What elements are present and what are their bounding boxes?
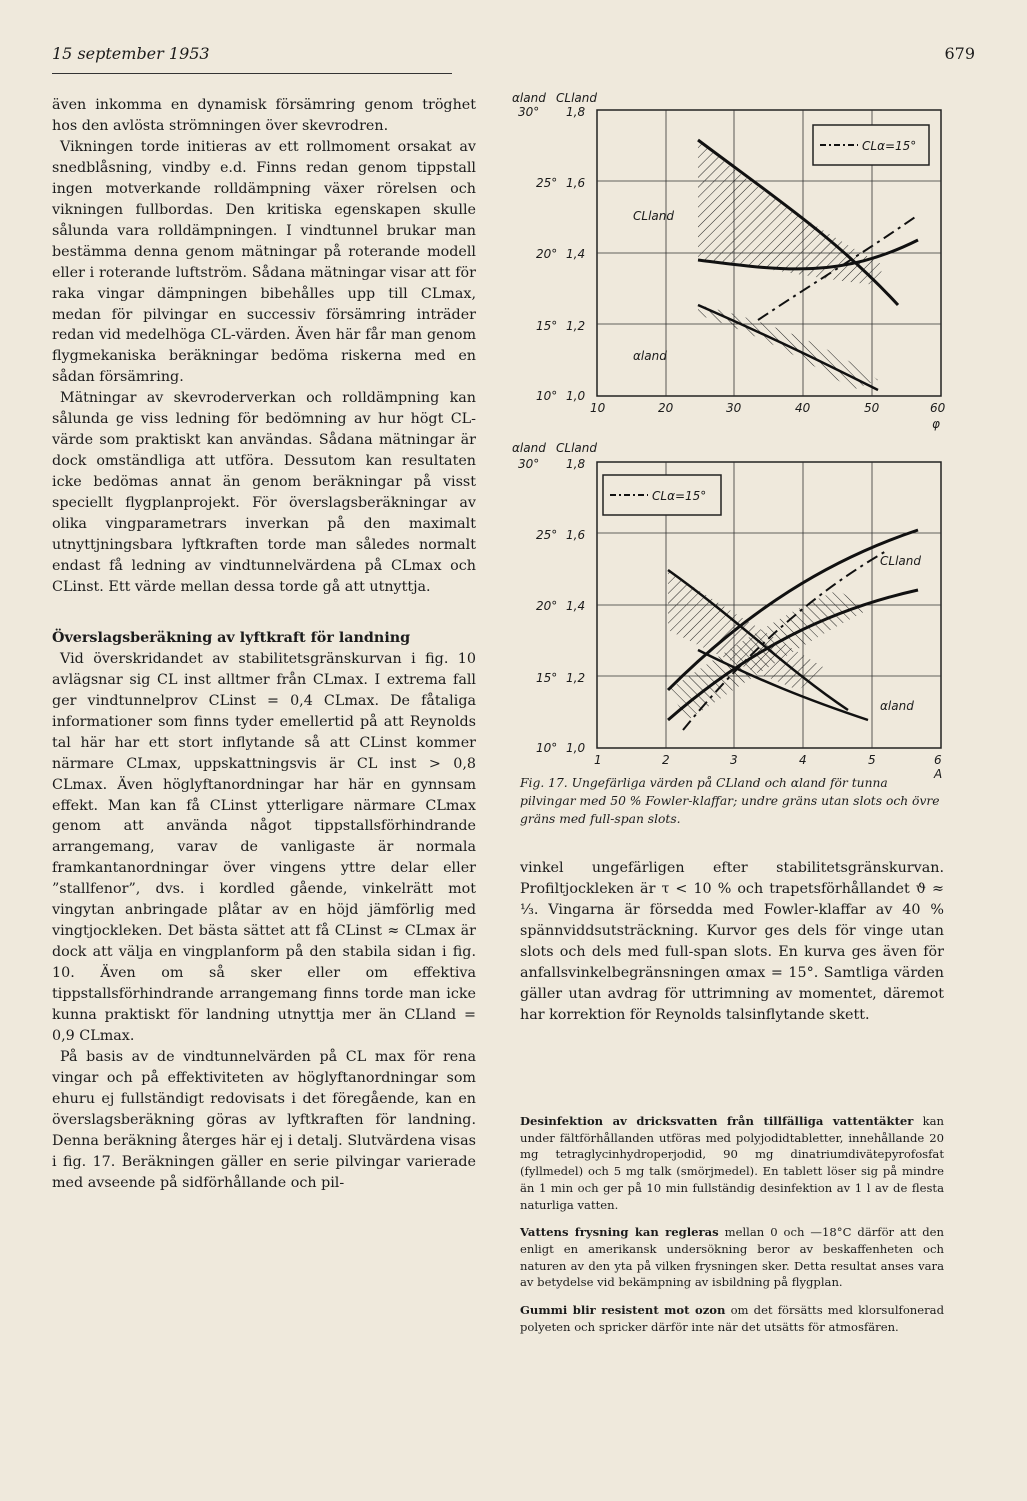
note-lead: Vattens frysning kan regleras — [520, 1225, 719, 1240]
note-item — [520, 1113, 944, 1213]
left-column — [52, 95, 476, 1194]
paragraph: På basis av de vindtunnelvärden på CL max för rena vingar och på effektiviteten av höglyftanordningar som ehuru ej fullständigt redovisats i det föregående, kan en överslagsberäkning göras av lyftkraften för landning. Denna beräkning återges här ej i detalj. Slutvärdena visas i fig. 17. Beräkningen gäller en serie pilvingar varierade med avseende på sidförhållande och pil- — [52, 1048, 476, 1191]
y-tick: 1,8 — [566, 457, 586, 471]
x-tick: 50 — [864, 401, 880, 415]
header-rule — [52, 73, 452, 74]
y-tick: 1,2 — [566, 319, 586, 333]
note-text: mellan 0 och —18°C därför att den enligt en amerikansk undersökning beror av beskaffenheten och naturen av den yta på vilken frysningen sker. Detta resultat anses vara av betydelse vid bekämpning av isbildning på flygplan. — [520, 1225, 944, 1290]
x-tick: 20 — [658, 401, 674, 415]
curve-label-cl: CLland — [633, 209, 674, 223]
section-heading: Överslagsberäkning av lyftkraft för landning — [52, 629, 411, 646]
y-tick: 20° — [536, 599, 558, 613]
y-tick: 30° — [518, 457, 540, 471]
x-label: A — [934, 767, 943, 780]
y-tick: 1,2 — [566, 671, 586, 685]
paragraph: Vid överskridandet av stabilitetsgränskurvan i fig. 10 avlägsnar sig CL inst alltmer från CLmax. I extrema fall ger vindtunnelprov CLinst = 0,4 CLmax. De fåtaliga informationer som finns tyder emellertid på att Reynolds tal här har ett stort inflytande så att CLinst kommer närmare CLmax, uppskattningsvis är CL inst > 0,8 CLmax. Även höglyftanordningar har här en gynnsam effekt. Man kan få CLinst ytterligare närmare CLmax genom att använda något tippstallsförhindrande arrangemang, varav de vanligaste är normala framkantanordningar över vingens yttre delar eller ”stallfenor”, dvs. i kordled gående, vinkelrätt mot vingytan anbringade plåtar av en höjd jämförlig med vingtjockleken. Det bästa sättet att få CLinst ≈ CLmax är dock att välja en vingplanform på den stabila sidan i fig. 10. Även om så sker eller om effektiva tippstallsförhindrande arrangemang finns torde man icke kunna praktiskt för landning utnyttja mer än CLland = 0,9 CLmax. — [52, 650, 476, 1044]
y-tick: 1,8 — [566, 105, 586, 119]
x-tick: 4 — [799, 753, 807, 767]
note-text: om det försätts med klorsulfonerad polyeten och spricker därför inte när det utsätts för atmosfären. — [520, 1303, 945, 1334]
y-tick: 30° — [518, 105, 540, 119]
x-label: φ — [932, 417, 940, 431]
y-label-left: αland — [512, 91, 546, 105]
note-text: kan under fältförhållanden utföras med polyjodidtabletter, innehållande 20 mg tetraglycinhydroperjodid, 90 mg dinatriumdivätepyrofosfat (fyllmedel) och 5 mg talk (smörjmedel). En tablett löser sig på mindre än 1 min och ger på 10 min fullständig desinfektion av 1 l av de flesta naturliga vatten. — [520, 1114, 944, 1212]
note-item — [520, 1224, 944, 1291]
paragraph: Mätningar av skevroderverkan och rolldämpning kan sålunda ge viss ledning för bedömning av hur högt CL-värde som praktiskt kan användas. Sådana mätningar är dock omständliga att utföra. Dessutom kan resultaten icke bedömas annat än genom beräkningar på visst speciellt flygplanprojekt. För överslagsberäkningar av olika vingparametrars inverkan på den maximalt utnyttjningsbara lyftkraften torde man således normalt endast få ledning av vindtunnelvärdena på CLmax och CLinst. Ett värde mellan dessa torde gå att utnyttja. — [52, 390, 476, 595]
x-tick: 6 — [934, 753, 942, 767]
figure-caption: Fig. 17. Ungefärliga värden på CLland och αland för tunna pilvingar med 50 % Fowler-klaffar; undre gräns utan slots och övre gräns med full-span slots. — [520, 776, 940, 826]
y-ticks-left — [518, 105, 557, 403]
y-tick: 1,6 — [566, 528, 586, 542]
y-label-left: αland — [512, 441, 546, 455]
legend-label: CLα=15° — [652, 489, 707, 503]
page-number: 679 — [944, 44, 975, 63]
issue-date: 15 september 1953 — [52, 44, 210, 63]
y-tick: 15° — [536, 671, 558, 685]
x-tick: 5 — [868, 753, 876, 767]
page-header — [52, 40, 975, 74]
y-tick: 10° — [536, 741, 558, 755]
y-tick: 1,0 — [566, 389, 586, 403]
y-tick: 25° — [536, 176, 558, 190]
x-tick: 3 — [730, 753, 738, 767]
figure-17 — [508, 90, 948, 780]
y-tick: 25° — [536, 528, 558, 542]
y-label-right: CLland — [556, 91, 597, 105]
x-tick: 40 — [795, 401, 811, 415]
y-tick: 20° — [536, 247, 558, 261]
x-ticks — [590, 401, 946, 415]
right-column-text: vinkel ungefärligen efter stabilitetsgränskurvan. Profiltjockleken är τ < 10 % och trapetsförhållandet ϑ ≈ ⅓. Vingarna är försedda med Fowler-klaffar av 40 % spännviddsutsträckning. Kurvor ges dels för vinge utan slots och dels med full-span slots. En kurva ges även för anfallsvinkelbegränsningen αmax = 15°. Samtliga värden gäller utan avdrag för uttrimning av momentet, däremot har korrektion för Reynolds talsinflytande skett. — [520, 860, 944, 1023]
news-notes — [520, 1113, 944, 1346]
legend-label: CLα=15° — [862, 139, 917, 153]
paragraph: Vikningen torde initieras av ett rollmoment orsakat av snedblåsning, vindby e.d. Finns redan genom tippstall ingen motverkande rolldämpning växer rörelsen och vikningen fullbordas. Den kritiska egenskapen skulle sålunda vara rolldämpningen. I vindtunnel brukar man bestämma denna genom mätningar på roterande modell eller i roterande luftström. Sådana mätningar visar att för raka vingar dämpningen bibehålles upp till CLmax, medan för pilvingar en successiv försämring inträder redan vid medelhöga CL-värden. Även här får man genom flygmekaniska beräkningar bedöma riskerna med en sådan försämring. — [52, 138, 476, 386]
chart-top — [512, 91, 946, 431]
curve-label-cl: CLland — [880, 554, 921, 568]
y-tick: 10° — [536, 389, 558, 403]
paragraph: även inkomma en dynamisk försämring genom tröghet hos den avlösta strömningen över skevrodren. — [52, 97, 476, 134]
y-label-right: CLland — [556, 441, 597, 455]
chart-bottom — [512, 441, 942, 780]
y-tick: 1,4 — [566, 247, 586, 261]
curve-label-alpha: αland — [633, 349, 667, 363]
figure-graphs — [508, 90, 948, 780]
note-item — [520, 1302, 944, 1335]
note-lead: Gummi blir resistent mot ozon — [520, 1303, 726, 1318]
y-tick: 1,4 — [566, 599, 586, 613]
curve-label-alpha: αland — [880, 699, 914, 713]
y-ticks-right — [566, 457, 585, 755]
x-tick: 60 — [930, 401, 946, 415]
x-tick: 1 — [594, 753, 602, 767]
y-tick: 15° — [536, 319, 558, 333]
y-ticks-left — [518, 457, 557, 755]
y-tick: 1,0 — [566, 741, 586, 755]
x-ticks — [594, 753, 942, 767]
x-tick: 10 — [590, 401, 606, 415]
y-tick: 1,6 — [566, 176, 586, 190]
x-tick: 2 — [662, 753, 670, 767]
y-ticks-right — [566, 105, 585, 403]
x-tick: 30 — [726, 401, 742, 415]
note-lead: Desinfektion av dricksvatten från tillfälliga vattentäkter — [520, 1114, 914, 1128]
